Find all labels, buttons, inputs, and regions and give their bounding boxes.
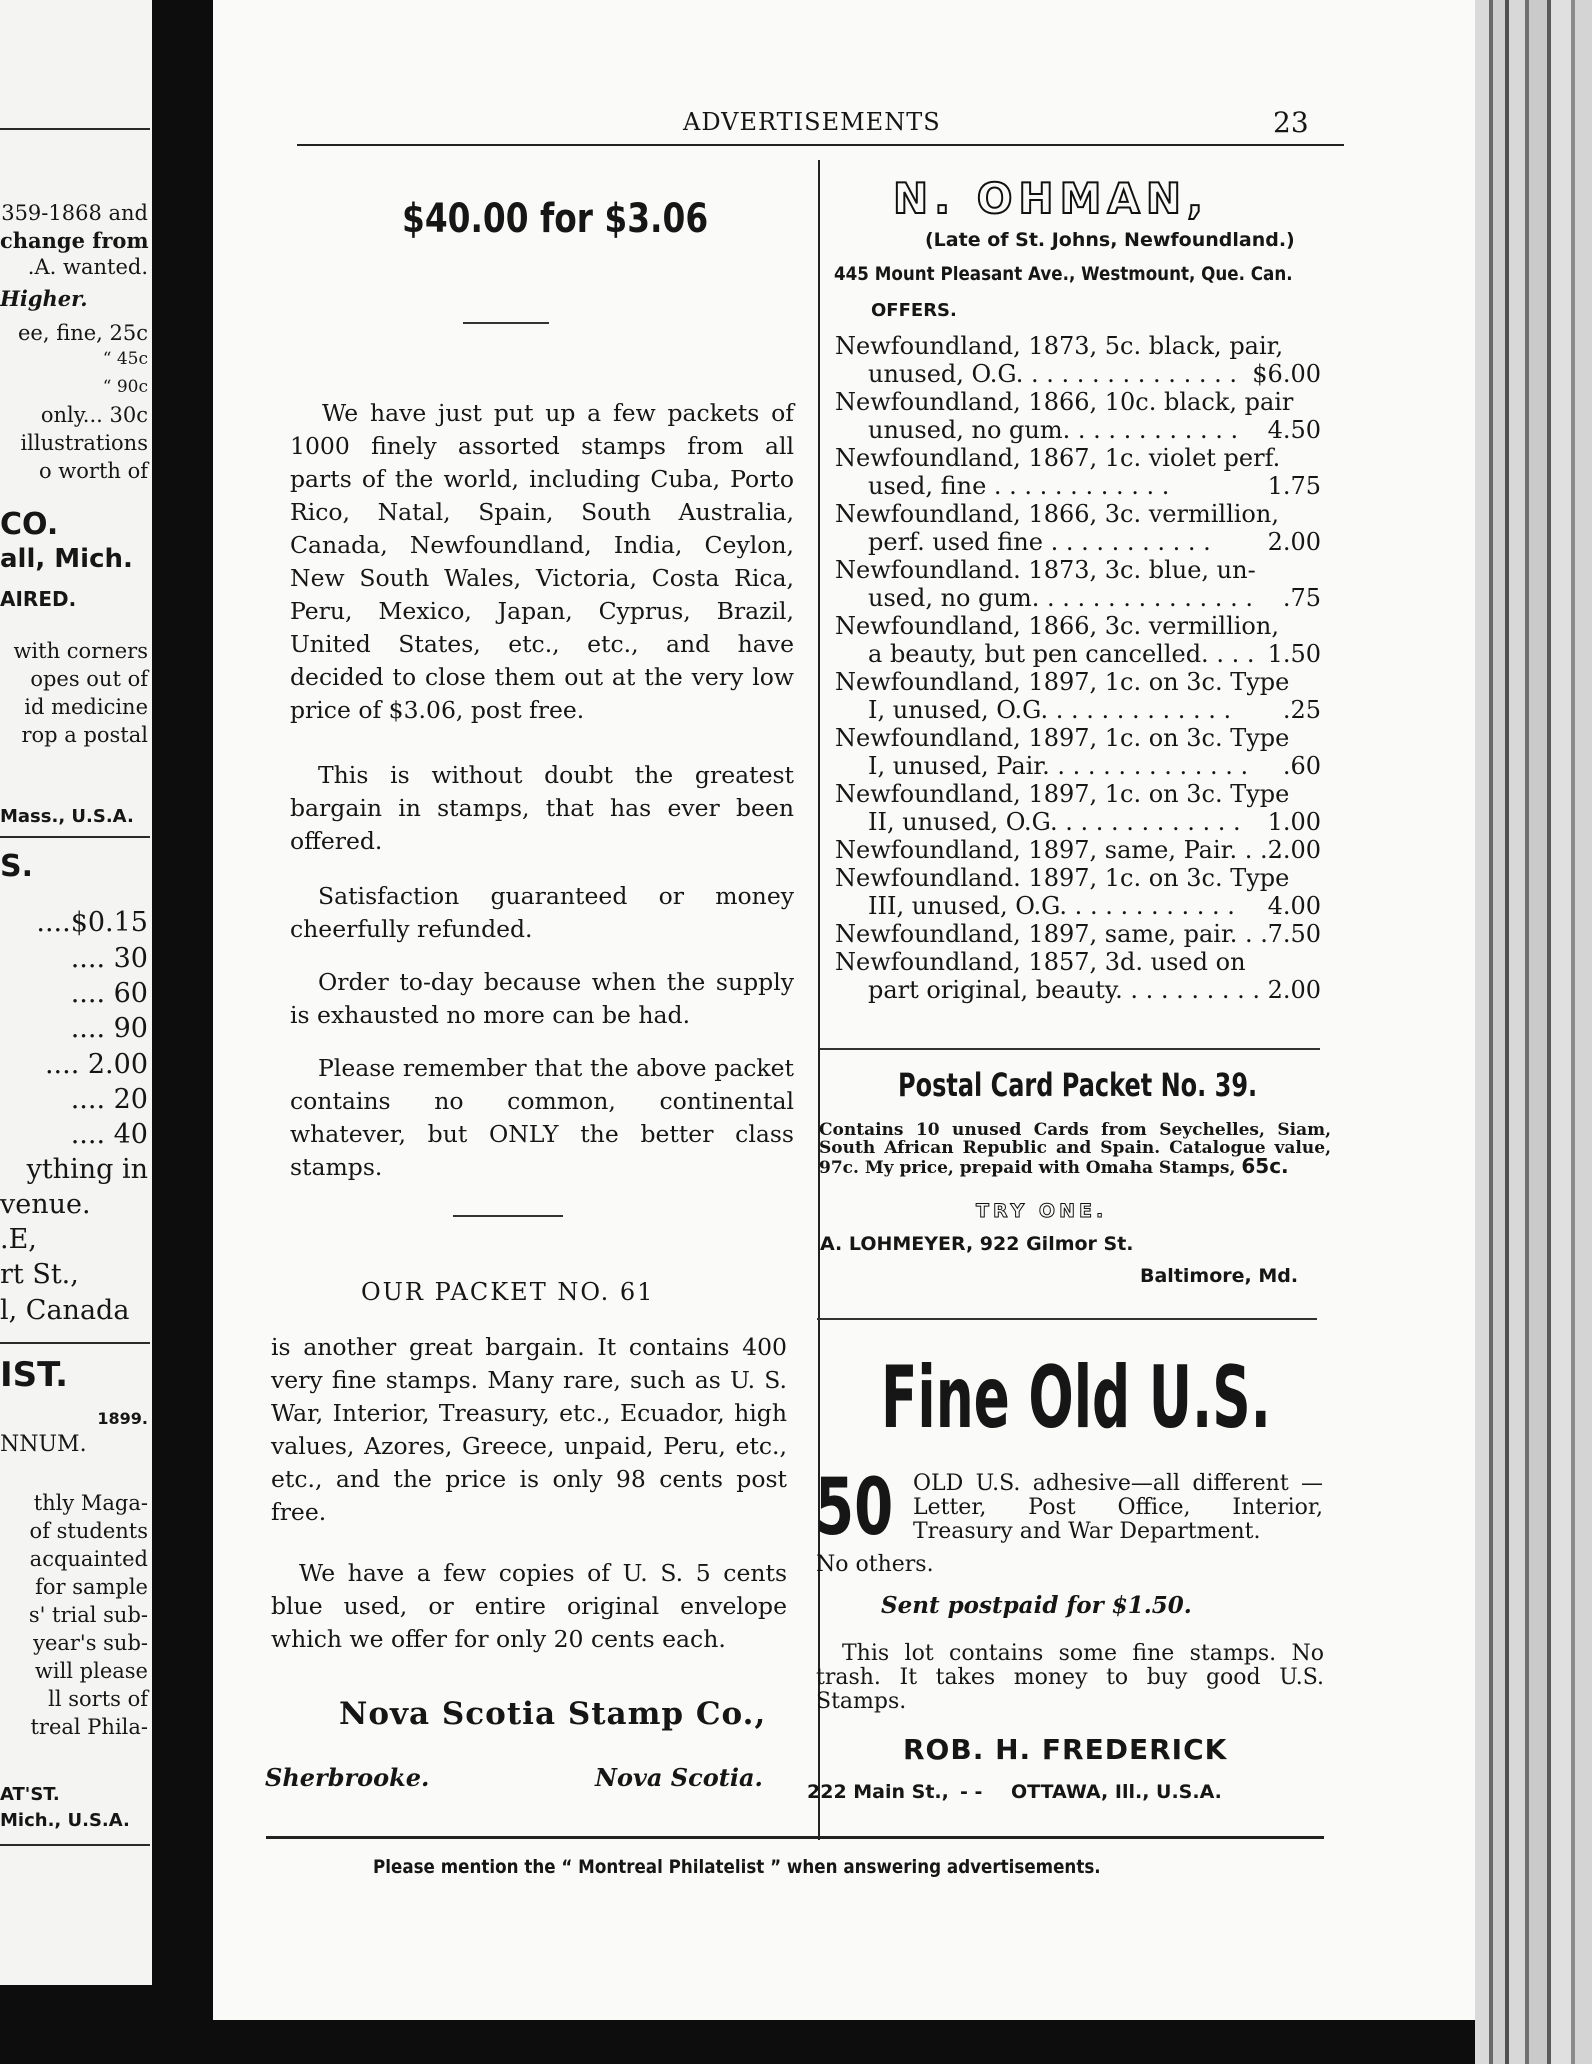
paragraph-text: Please remember that the above packet contains no common, continental whatever, but (290, 1054, 794, 1148)
price-list-item-detail: perf. used fine . . . . . . . . . . . (868, 528, 1211, 556)
left-line: illustrations (20, 431, 148, 455)
left-line: change from (0, 228, 149, 253)
left-line: “ 90c (102, 377, 148, 397)
price-list-price: $6.00 (1252, 360, 1321, 388)
price-list-item: Newfoundland. 1873, 3c. blue, un- (835, 556, 1256, 584)
left-line: NNUM. (0, 1432, 87, 1457)
dash-separator: - - (960, 1781, 983, 1803)
left-line: “ 45c (102, 349, 148, 369)
price-list-price: .60 (1282, 752, 1321, 780)
left-line: treal Phila- (30, 1715, 148, 1739)
price-list-price: .75 (1282, 584, 1321, 612)
rule (0, 1844, 150, 1846)
dealer-address: 445 Mount Pleasant Ave., Westmount, Que. Can. (834, 263, 1293, 285)
left-price: .... 40 (70, 1119, 148, 1150)
try-one-label: TRY ONE. (976, 1200, 1108, 1222)
price-list-item: Newfoundland, 1866, 3c. vermillion, (835, 612, 1279, 640)
left-line: of students (29, 1519, 148, 1543)
packet-ad-city: Baltimore, Md. (1140, 1265, 1299, 1287)
company-province: Nova Scotia. (595, 1763, 763, 1792)
price-list-price: 7.50 (1267, 920, 1321, 948)
left-line: Mich., U.S.A. (0, 1810, 130, 1831)
ad-paragraph: Order to-day because when the supply is exhausted no more can be had. (290, 968, 794, 1029)
frederick-address: 222 Main St., (807, 1781, 949, 1803)
price-list-item: Newfoundland, 1873, 5c. black, pair, (835, 332, 1284, 360)
price-list-item-detail: I, unused, O.G. . . . . . . . . . . . . (868, 696, 1232, 724)
ad-paragraph: This is without doubt the greatest bargain in stamps, that has ever been offered. (290, 761, 794, 855)
left-line: s' trial sub- (28, 1603, 148, 1627)
price-list-item: Newfoundland, 1897, 1c. on 3c. Type (835, 668, 1290, 696)
footer-notice: Please mention the “ Montreal Philatelist ” when answering advertisements. (373, 1856, 1101, 1878)
left-line: rt St., (0, 1259, 79, 1290)
left-heading: all, Mich. (0, 544, 133, 574)
price-list-item: Newfoundland, 1857, 3d. used on (835, 948, 1246, 976)
left-line: 359-1868 and (1, 201, 148, 225)
left-line: for sample (35, 1575, 148, 1599)
left-line: Higher. (0, 286, 88, 311)
header-rule (297, 144, 1344, 146)
frederick-body: This lot contains some fine stamps. No trash. It takes money to buy good U.S. Stamps. (816, 1641, 1324, 1714)
left-price: .... 30 (70, 943, 148, 974)
price-list-item: Newfoundland, 1897, same, Pair. . . . (835, 836, 1283, 864)
price-list-item: Newfoundland. 1897, 1c. on 3c. Type (835, 864, 1290, 892)
price-list-item-detail: unused, no gum. . . . . . . . . . . . (868, 416, 1239, 444)
price-list-item-detail: II, unused, O.G. . . . . . . . . . . . . (868, 808, 1241, 836)
price-list-item: Newfoundland, 1897, same, pair. . . (835, 920, 1268, 948)
no-others-text: No others. (816, 1552, 934, 1577)
rule (0, 128, 150, 130)
price-list-item: Newfoundland, 1867, 1c. violet perf. (835, 444, 1281, 472)
rule (0, 1342, 150, 1344)
price-list-price: 2.00 (1267, 528, 1321, 556)
left-line: .E, (0, 1224, 37, 1255)
price-list-item-detail: a beauty, but pen cancelled. . . . (868, 640, 1255, 668)
ad-paragraph (290, 1052, 794, 1184)
price-list-item: Newfoundland, 1866, 10c. black, pair (835, 388, 1294, 416)
left-line: Mass., U.S.A. (0, 806, 134, 827)
left-heading: AIRED. (0, 587, 77, 611)
offers-label: OFFERS. (871, 300, 957, 321)
running-header: ADVERTISEMENTS (683, 108, 941, 136)
price-list-price: 4.50 (1267, 416, 1321, 444)
left-facing-page (0, 0, 152, 1985)
book-page-edges (1475, 0, 1592, 2064)
rule (0, 836, 150, 838)
dealer-name: N. OHMAN, (893, 174, 1209, 223)
company-name: Nova Scotia Stamp Co., (339, 1696, 767, 1732)
packet-ad-dealer: A. LOHMEYER, 922 Gilmor St. (820, 1233, 1134, 1255)
big-number: 50 (815, 1463, 894, 1553)
left-price: ....$0.15 (36, 907, 148, 938)
left-line: year's sub- (33, 1631, 148, 1655)
left-line: 1899. (97, 1409, 148, 1428)
left-line: AT'ST. (0, 1784, 60, 1805)
divider (820, 1048, 1320, 1050)
divider (817, 1318, 1317, 1320)
price-list-price: 4.00 (1267, 892, 1321, 920)
frederick-city: OTTAWA, Ill., U.S.A. (1011, 1781, 1222, 1803)
offer-text: OLD U.S. adhesive—all different —Letter, Post Office, Interior, Treasury and War Department. (913, 1471, 1323, 1544)
price-list-price: 2.00 (1267, 836, 1321, 864)
ad-paragraph: We have just put up a few packets of 1000 finely assorted stamps from all parts of the world, including Cuba, Porto Rico, Natal, Spain, South Australia, Canada, Newfoundland, India, Ceylon, New South Wales, Victoria, Costa Rica, Peru, Mexico, Japan, Cyprus, Brazil, United States, etc., etc., and have decided to close them out at the very low price of $3.06, post free. (290, 399, 794, 724)
packet-title: OUR PACKET NO. 61 (361, 1278, 655, 1306)
company-city: Sherbrooke. (265, 1763, 430, 1792)
price-list-item-detail: unused, O.G. . . . . . . . . . . . . . . (868, 360, 1237, 388)
price-list-item-detail: used, no gum. . . . . . . . . . . . . . . (868, 584, 1253, 612)
price-list-price: 2.00 (1267, 976, 1321, 1004)
emphasis-text: ONLY (489, 1120, 559, 1148)
left-line: id medicine (24, 695, 148, 719)
left-line: l, Canada (0, 1295, 130, 1326)
ad-paragraph: We have a few copies of U. S. 5 cents blue used, or entire original envelope which we offer for only 20 cents each. (271, 1559, 787, 1653)
left-line: ll sorts of (48, 1687, 148, 1711)
left-line: acquainted (29, 1547, 148, 1571)
price-list-price: 1.00 (1267, 808, 1321, 836)
left-line: ything in (26, 1154, 148, 1185)
ad-paragraph: Satisfaction guaranteed or money cheerfully refunded. (290, 882, 794, 943)
packet-ad-title: Postal Card Packet No. 39. (898, 1066, 1258, 1104)
price-list-item: Newfoundland, 1897, 1c. on 3c. Type (835, 724, 1290, 752)
sent-postpaid: Sent postpaid for $1.50. (881, 1592, 1192, 1619)
packet-ad-text: Contains 10 unused Cards from Seychelles, Siam, South African Republic and Spain. Catalogue value, 97c. My price, prepaid with Omaha Stamps, (819, 1120, 1331, 1178)
page-number: 23 (1273, 106, 1309, 139)
divider (463, 322, 549, 324)
left-price: .... 2.00 (44, 1049, 148, 1080)
price-list-price: .25 (1282, 696, 1321, 724)
main-page (213, 0, 1475, 2020)
left-line: will please (34, 1659, 148, 1683)
ad-headline: $40.00 for $3.06 (402, 196, 709, 242)
price-list-price: 1.75 (1267, 472, 1321, 500)
left-heading: CO. (0, 507, 59, 542)
left-price: .... 60 (70, 978, 148, 1009)
frederick-name: ROB. H. FREDERICK (903, 1733, 1228, 1766)
price-list-item-detail: used, fine . . . . . . . . . . . . (868, 472, 1170, 500)
ad-paragraph: is another great bargain. It contains 400 very fine stamps. Many rare, such as U. S. War, Interior, Treasury, etc., Ecuador, high values, Azores, Greece, unpaid, Peru, etc., etc., and the price is only 98 cents post free. (271, 1333, 787, 1526)
fine-old-us-headline: Fine Old U.S. (881, 1348, 1271, 1448)
left-line: .A. wanted. (27, 255, 148, 279)
packet-ad-price: 65c. (1241, 1154, 1289, 1178)
paragraph-text: the better class stamps. (290, 1120, 794, 1181)
price-list-item-detail: III, unused, O.G. . . . . . . . . . . . (868, 892, 1235, 920)
price-list-item-detail: part original, beauty. . . . . . . . . . (868, 976, 1261, 1004)
footer-rule (266, 1836, 1324, 1839)
left-line: opes out of (30, 667, 148, 691)
divider (453, 1215, 563, 1217)
left-heading: S. (0, 849, 34, 884)
left-line: rop a postal (21, 723, 148, 747)
left-line: venue. (0, 1189, 91, 1220)
left-heading: IST. (0, 1355, 69, 1395)
left-line: ee, fine, 25c (18, 321, 148, 345)
left-line: thly Maga- (33, 1491, 148, 1515)
price-list-price: 1.50 (1267, 640, 1321, 668)
left-price: .... 90 (70, 1013, 148, 1044)
left-line: only... 30c (40, 403, 148, 427)
column-divider (818, 160, 820, 1840)
left-line: with corners (13, 639, 148, 663)
left-line: o worth of (38, 459, 148, 483)
price-list-item-detail: I, unused, Pair. . . . . . . . . . . . . . (868, 752, 1249, 780)
price-list-item: Newfoundland, 1897, 1c. on 3c. Type (835, 780, 1290, 808)
dealer-subtitle: (Late of St. Johns, Newfoundland.) (925, 229, 1295, 251)
price-list-item: Newfoundland, 1866, 3c. vermillion, (835, 500, 1279, 528)
packet-ad-body (819, 1121, 1331, 1177)
left-price: .... 20 (70, 1084, 148, 1115)
